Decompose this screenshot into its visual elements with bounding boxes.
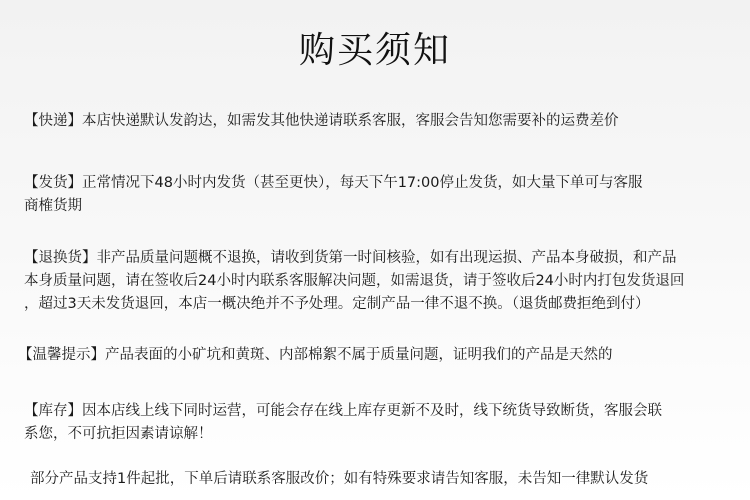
section-line: 本身质量问题，请在签收后24小时内联系客服解决问题，如需退货，请于签收后24小时内打包发货退回 — [24, 273, 685, 289]
section-line: 部分产品支持1件起批，下单后请联系客服改价；如有特殊要求请告知客服，未告知一律默认发货 — [30, 471, 649, 487]
page-title: 购买须知 — [298, 30, 451, 71]
section-line: 商榷货期 — [24, 198, 82, 214]
section-shipping — [24, 172, 642, 218]
section-line: 系您，不可抗拒因素请谅解！ — [24, 426, 213, 442]
section-line: 【库存】因本店线上线下同时运营，可能会存在线上库存更新不及时，线下统货导致断货，客服会联 — [24, 403, 662, 419]
section-stock — [24, 400, 662, 446]
section-line: 【快递】本店快递默认发韵达，如需发其他快递请联系客服，客服会告知您需要补的运费差价 — [24, 113, 619, 129]
section-line: 【发货】正常情况下48小时内发货（甚至更快），每天下午17:00停止发货，如大量下单可与客服 — [24, 175, 643, 191]
section-returns — [24, 247, 684, 316]
section-wholesale — [30, 468, 648, 491]
section-line: 【温馨提示】产品表面的小矿坑和黄斑、内部棉絮不属于质量问题，证明我们的产品是天然的 — [18, 347, 613, 363]
section-express — [24, 110, 619, 133]
section-line: 【退换货】非产品质量问题概不退换，请收到货第一时间核验，如有出现运损、产品本身破损，和产品 — [24, 250, 677, 266]
section-tips — [18, 344, 613, 367]
section-line: ，超过3天未发货退回，本店一概决绝并不予处理。定制产品一律不退不换。（退货邮费拒绝到付） — [24, 296, 650, 312]
